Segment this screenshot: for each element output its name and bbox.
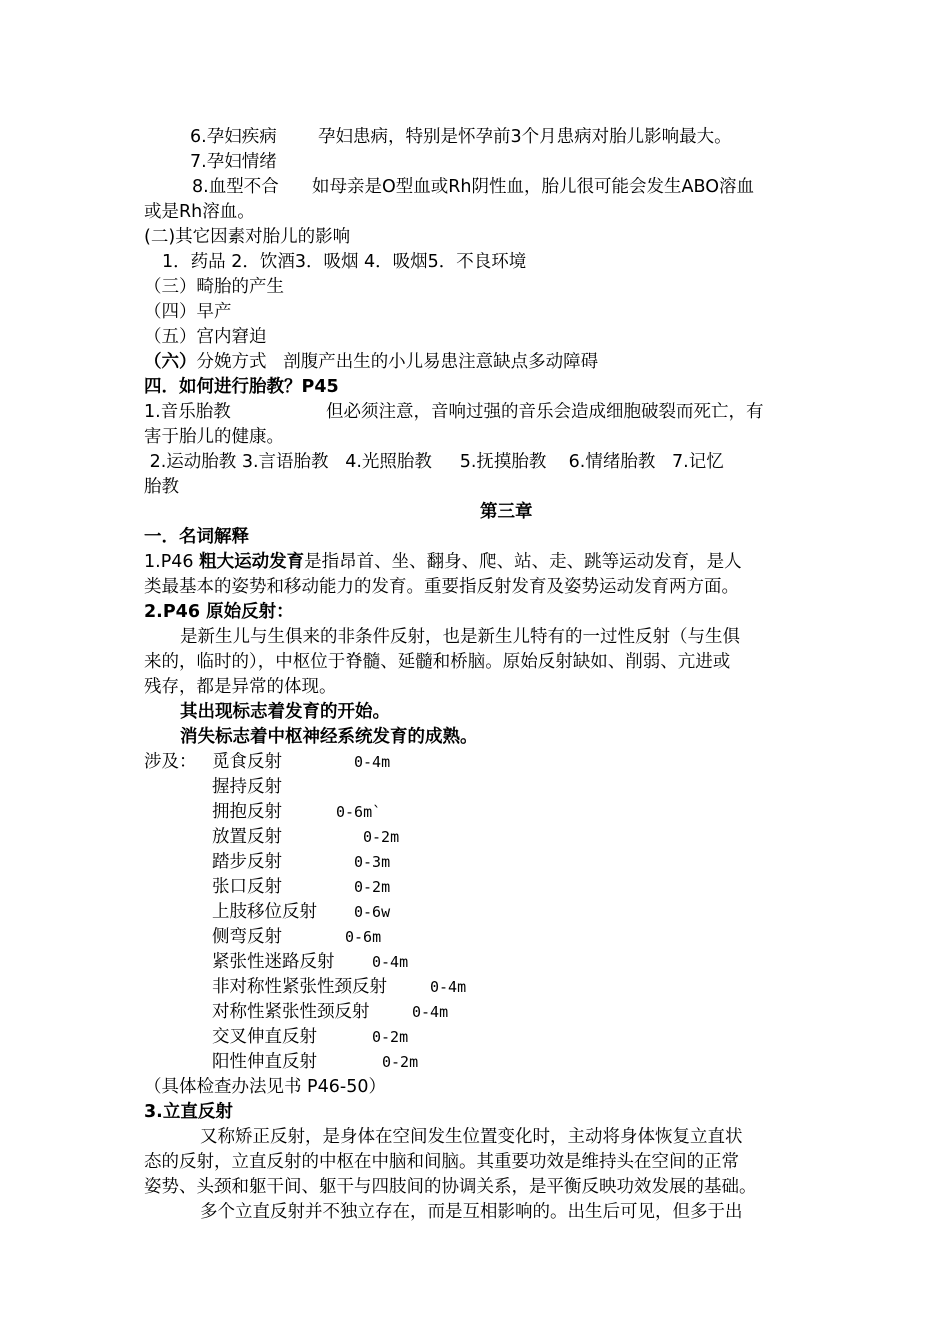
subsection6-text: 分娩方式 剖腹产出生的小儿易患注意缺点多动障碍: [196, 352, 599, 372]
term3-para-3: 姿势、头颈和躯干间、躯干与四肢间的协调关系，是平衡反映功效发展的基础。: [144, 1177, 757, 1197]
item8-text: 如母亲是O型血或Rh阴性血，胎儿很可能会发生ABO溶血: [312, 177, 754, 197]
term1-text: 是指昂首、坐、翻身、爬、站、走、跳等运动发育，是人: [304, 552, 742, 572]
reflex-range: 0-2m: [372, 1028, 409, 1046]
term2-emph-2: 消失标志着中枢神经系统发育的成熟。: [180, 727, 478, 747]
item8-label: 8.血型不合: [192, 177, 279, 197]
term3-para-2: 态的反射，立直反射的中枢在中脑和间脑。其重要功效是维持头在空间的正常: [144, 1152, 739, 1172]
subsection6-title: [144, 350, 598, 374]
reflex-name: 对称性紧张性颈反射: [212, 1002, 370, 1022]
reflex-range: 0-2m: [382, 1053, 419, 1071]
term2-para-3: 残存，都是异常的体现。: [144, 677, 337, 697]
reflex-name: 拥抱反射: [212, 802, 282, 822]
music-text: 但必须注意，音响过强的音乐会造成细胞破裂而死亡，有: [326, 402, 764, 422]
subsection2-title: (二)其它因素对胎儿的影响: [144, 227, 351, 247]
term2-para-2: 来的，临时的），中枢位于脊髓、延髓和桥脑。原始反射缺如、削弱、亢进或: [144, 652, 731, 672]
reflex-name: 上肢移位反射: [212, 902, 317, 922]
term1-prefix: 1.P46: [144, 552, 200, 572]
term3-para-1: 又称矫正反射，是身体在空间发生位置变化时，主动将身体恢复立直状: [200, 1127, 743, 1147]
reference-note: （具体检查办法见书 P46-50）: [144, 1077, 386, 1097]
reflex-range: 0-6m: [345, 928, 382, 946]
music-text-cont: 害于胎儿的健康。: [144, 427, 284, 447]
reflex-range: 0-2m: [354, 878, 391, 896]
item6-label: 6.孕妇疾病: [190, 127, 277, 147]
reflex-list-label: 涉及：: [144, 752, 197, 772]
music-label: 1.音乐胎教: [144, 402, 231, 422]
term2-emph-1: 其出现标志着发育的开始。: [180, 702, 390, 722]
reflex-range: 0-2m: [363, 828, 400, 846]
reflex-name: 踏步反射: [212, 852, 282, 872]
reflex-name: 侧弯反射: [212, 927, 282, 947]
term1-text-cont: 类最基本的姿势和移动能力的发育。重要指反射发育及姿势运动发育两方面。: [144, 577, 739, 597]
item6-text: 孕妇患病，特别是怀孕前3个月患病对胎儿影响最大。: [318, 127, 732, 147]
reflex-range: 0-6w: [354, 903, 391, 921]
reflex-name: 紧张性迷路反射: [212, 952, 335, 972]
reflex-name: 非对称性紧张性颈反射: [212, 977, 387, 997]
terms-title: 一．名词解释: [144, 527, 249, 547]
section4-title: 四．如何进行胎教？P45: [144, 377, 339, 397]
prenatal-list: 2.运动胎教 3.言语胎教 4.光照胎教 5.抚摸胎教 6.情绪胎教 7.记忆: [144, 452, 724, 472]
term2-title: 2.P46 原始反射：: [144, 602, 294, 622]
reflex-name: 放置反射: [212, 827, 282, 847]
item7-label: 7.孕妇情绪: [190, 152, 277, 172]
term3-title: 3.立直反射: [144, 1102, 233, 1122]
subsection2-list: 1．药品 2．饮酒3．吸烟 4．吸烟5．不良环境: [162, 252, 527, 272]
reflex-name: 阳性伸直反射: [212, 1052, 317, 1072]
reflex-name: 张口反射: [212, 877, 282, 897]
item8-text-cont: 或是Rh溶血。: [144, 202, 255, 222]
chapter-title: 第三章: [480, 502, 533, 522]
term3-para-4: 多个立直反射并不独立存在，而是互相影响的。出生后可见，但多于出: [200, 1202, 743, 1222]
subsection5-title: （五）宫内窘迫: [144, 327, 267, 347]
subsection3-title: （三）畸胎的产生: [144, 277, 284, 297]
reflex-range: 0-3m: [354, 853, 391, 871]
reflex-name: 觅食反射: [212, 752, 282, 772]
reflex-range: 0-4m: [430, 978, 467, 996]
reflex-range: 0-4m: [372, 953, 409, 971]
reflex-range: 0-4m: [412, 1003, 449, 1021]
subsection6-label: （六）: [144, 352, 197, 372]
subsection4-title: （四）早产: [144, 302, 232, 322]
reflex-name: 交叉伸直反射: [212, 1027, 317, 1047]
reflex-name: 握持反射: [212, 777, 282, 797]
prenatal-list-cont: 胎教: [144, 477, 179, 497]
reflex-range: 0-6m`: [336, 803, 382, 821]
term1-line: [144, 550, 742, 574]
reflex-range: 0-4m: [354, 753, 391, 771]
term2-para-1: 是新生儿与生俱来的非条件反射，也是新生儿特有的一过性反射（与生俱: [180, 627, 740, 647]
term1-bold: 粗大运动发育: [199, 552, 305, 572]
